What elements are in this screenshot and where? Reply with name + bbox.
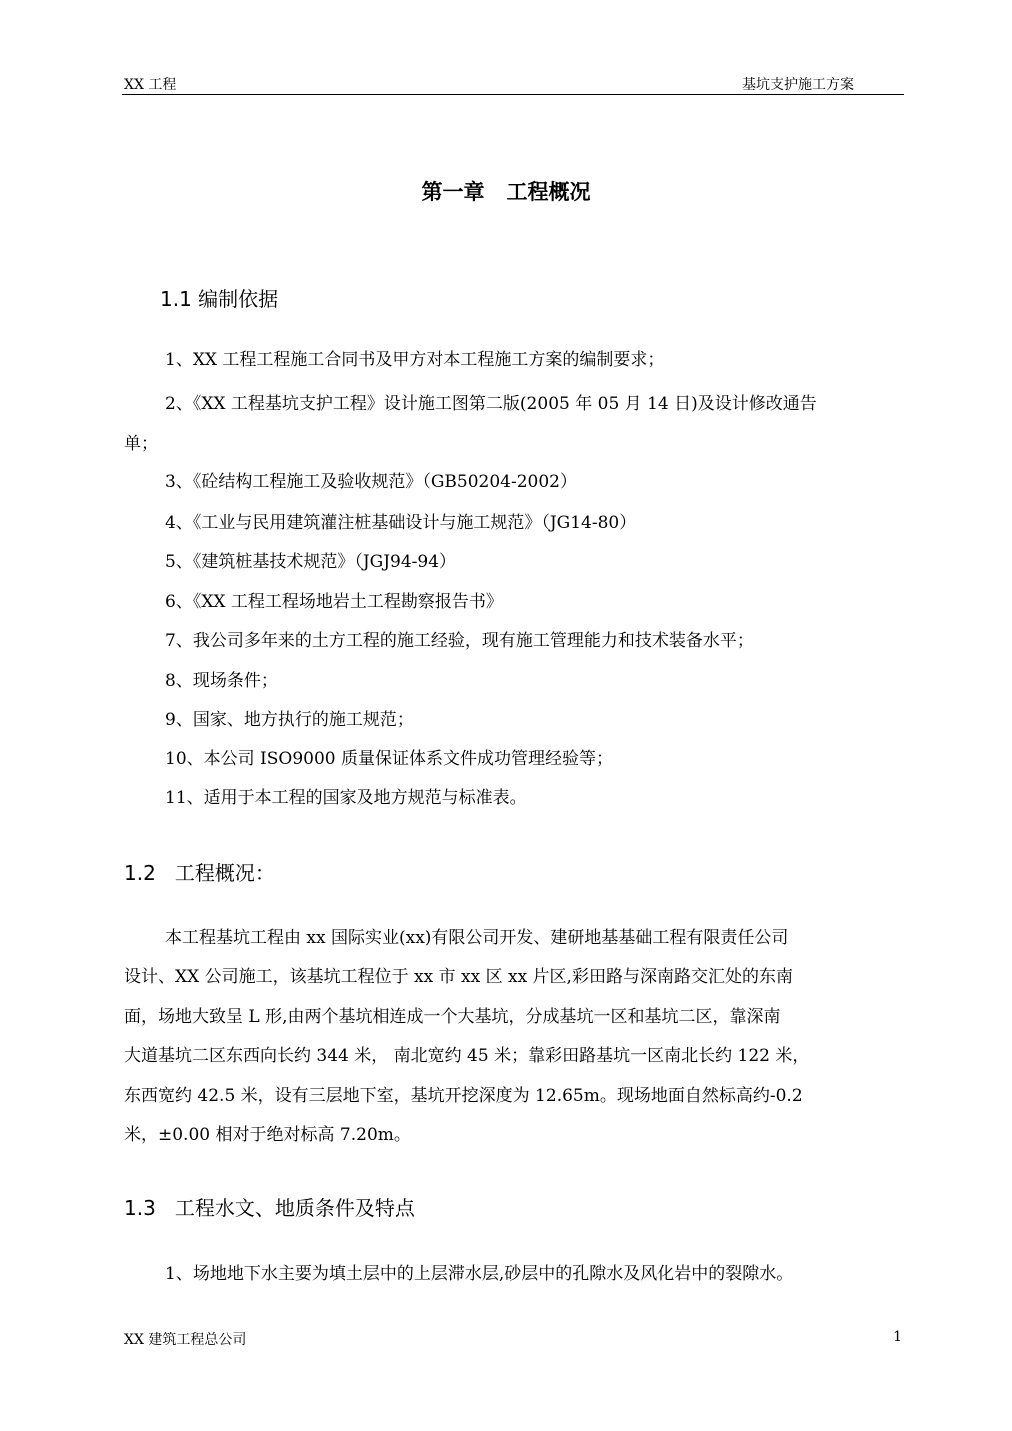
basis-item: 8、现场条件； (165, 671, 278, 691)
footer-company: XX 建筑工程总公司 (124, 1332, 247, 1348)
hydro-line: 1、场地地下水主要为填土层中的上层滞水层,砂层中的孔隙水及风化岩中的裂隙水。 (165, 1264, 794, 1284)
section-1-3-heading: 1.3 工程水文、地质条件及特点 (124, 1196, 415, 1220)
header-left-text: XX 工程 (124, 77, 177, 93)
basis-item: 7、我公司多年来的土方工程的施工经验，现有施工管理能力和技术装备水平； (165, 631, 754, 651)
basis-item: 3、《砼结构工程施工及验收规范》（GB50204-2002） (165, 472, 577, 492)
basis-item-continuation: 单； (124, 434, 158, 454)
overview-line: 设计、XX 公司施工，该基坑工程位于 xx 市 xx 区 xx 片区,彩田路与深南路交汇处的东南 (124, 967, 793, 987)
basis-item: 11、适用于本工程的国家及地方规范与标准表。 (165, 788, 527, 808)
overview-line: 本工程基坑工程由 xx 国际实业(xx)有限公司开发、建研地基基础工程有限责任公司 (165, 928, 789, 948)
page-footer (122, 1329, 904, 1351)
section-1-1-heading: 1.1 编制依据 (160, 287, 279, 311)
basis-item: 10、本公司 ISO9000 质量保证体系文件成功管理经验等； (165, 749, 614, 769)
overview-line: 东西宽约 42.5 米，设有三层地下室，基坑开挖深度为 12.65m。现场地面自然标高约-0.2 (124, 1086, 803, 1106)
header-right-text: 基坑支护施工方案 (742, 77, 854, 93)
basis-item: 1、XX 工程工程施工合同书及甲方对本工程施工方案的编制要求； (165, 350, 665, 370)
page-header (122, 70, 904, 95)
basis-item: 5、《建筑桩基技术规范》（JGJ94-94） (165, 552, 457, 572)
overview-line: 大道基坑二区东西向长约 344 米， 南北宽约 45 米；靠彩田路基坑一区南北长约 122 米， (124, 1046, 810, 1066)
page-number: 1 (893, 1329, 902, 1345)
basis-item: 4、《工业与民用建筑灌注桩基础设计与施工规范》（JG14-80） (165, 513, 637, 533)
basis-item: 2、《XX 工程基坑支护工程》设计施工图第二版(2005 年 05 月 14 日)及设计修改通告 (165, 394, 817, 414)
chapter-title: 第一章 工程概况 (421, 180, 591, 204)
overview-line: 米，±0.00 相对于绝对标高 7.20m。 (124, 1125, 411, 1145)
section-1-2-heading: 1.2 工程概况： (124, 861, 275, 885)
overview-line: 面，场地大致呈 L 形,由两个基坑相连成一个大基坑，分成基坑一区和基坑二区，靠深南 (124, 1007, 781, 1027)
basis-item: 6、《XX 工程工程场地岩土工程勘察报告书》 (165, 592, 503, 612)
basis-item: 9、国家、地方执行的施工规范； (165, 710, 414, 730)
